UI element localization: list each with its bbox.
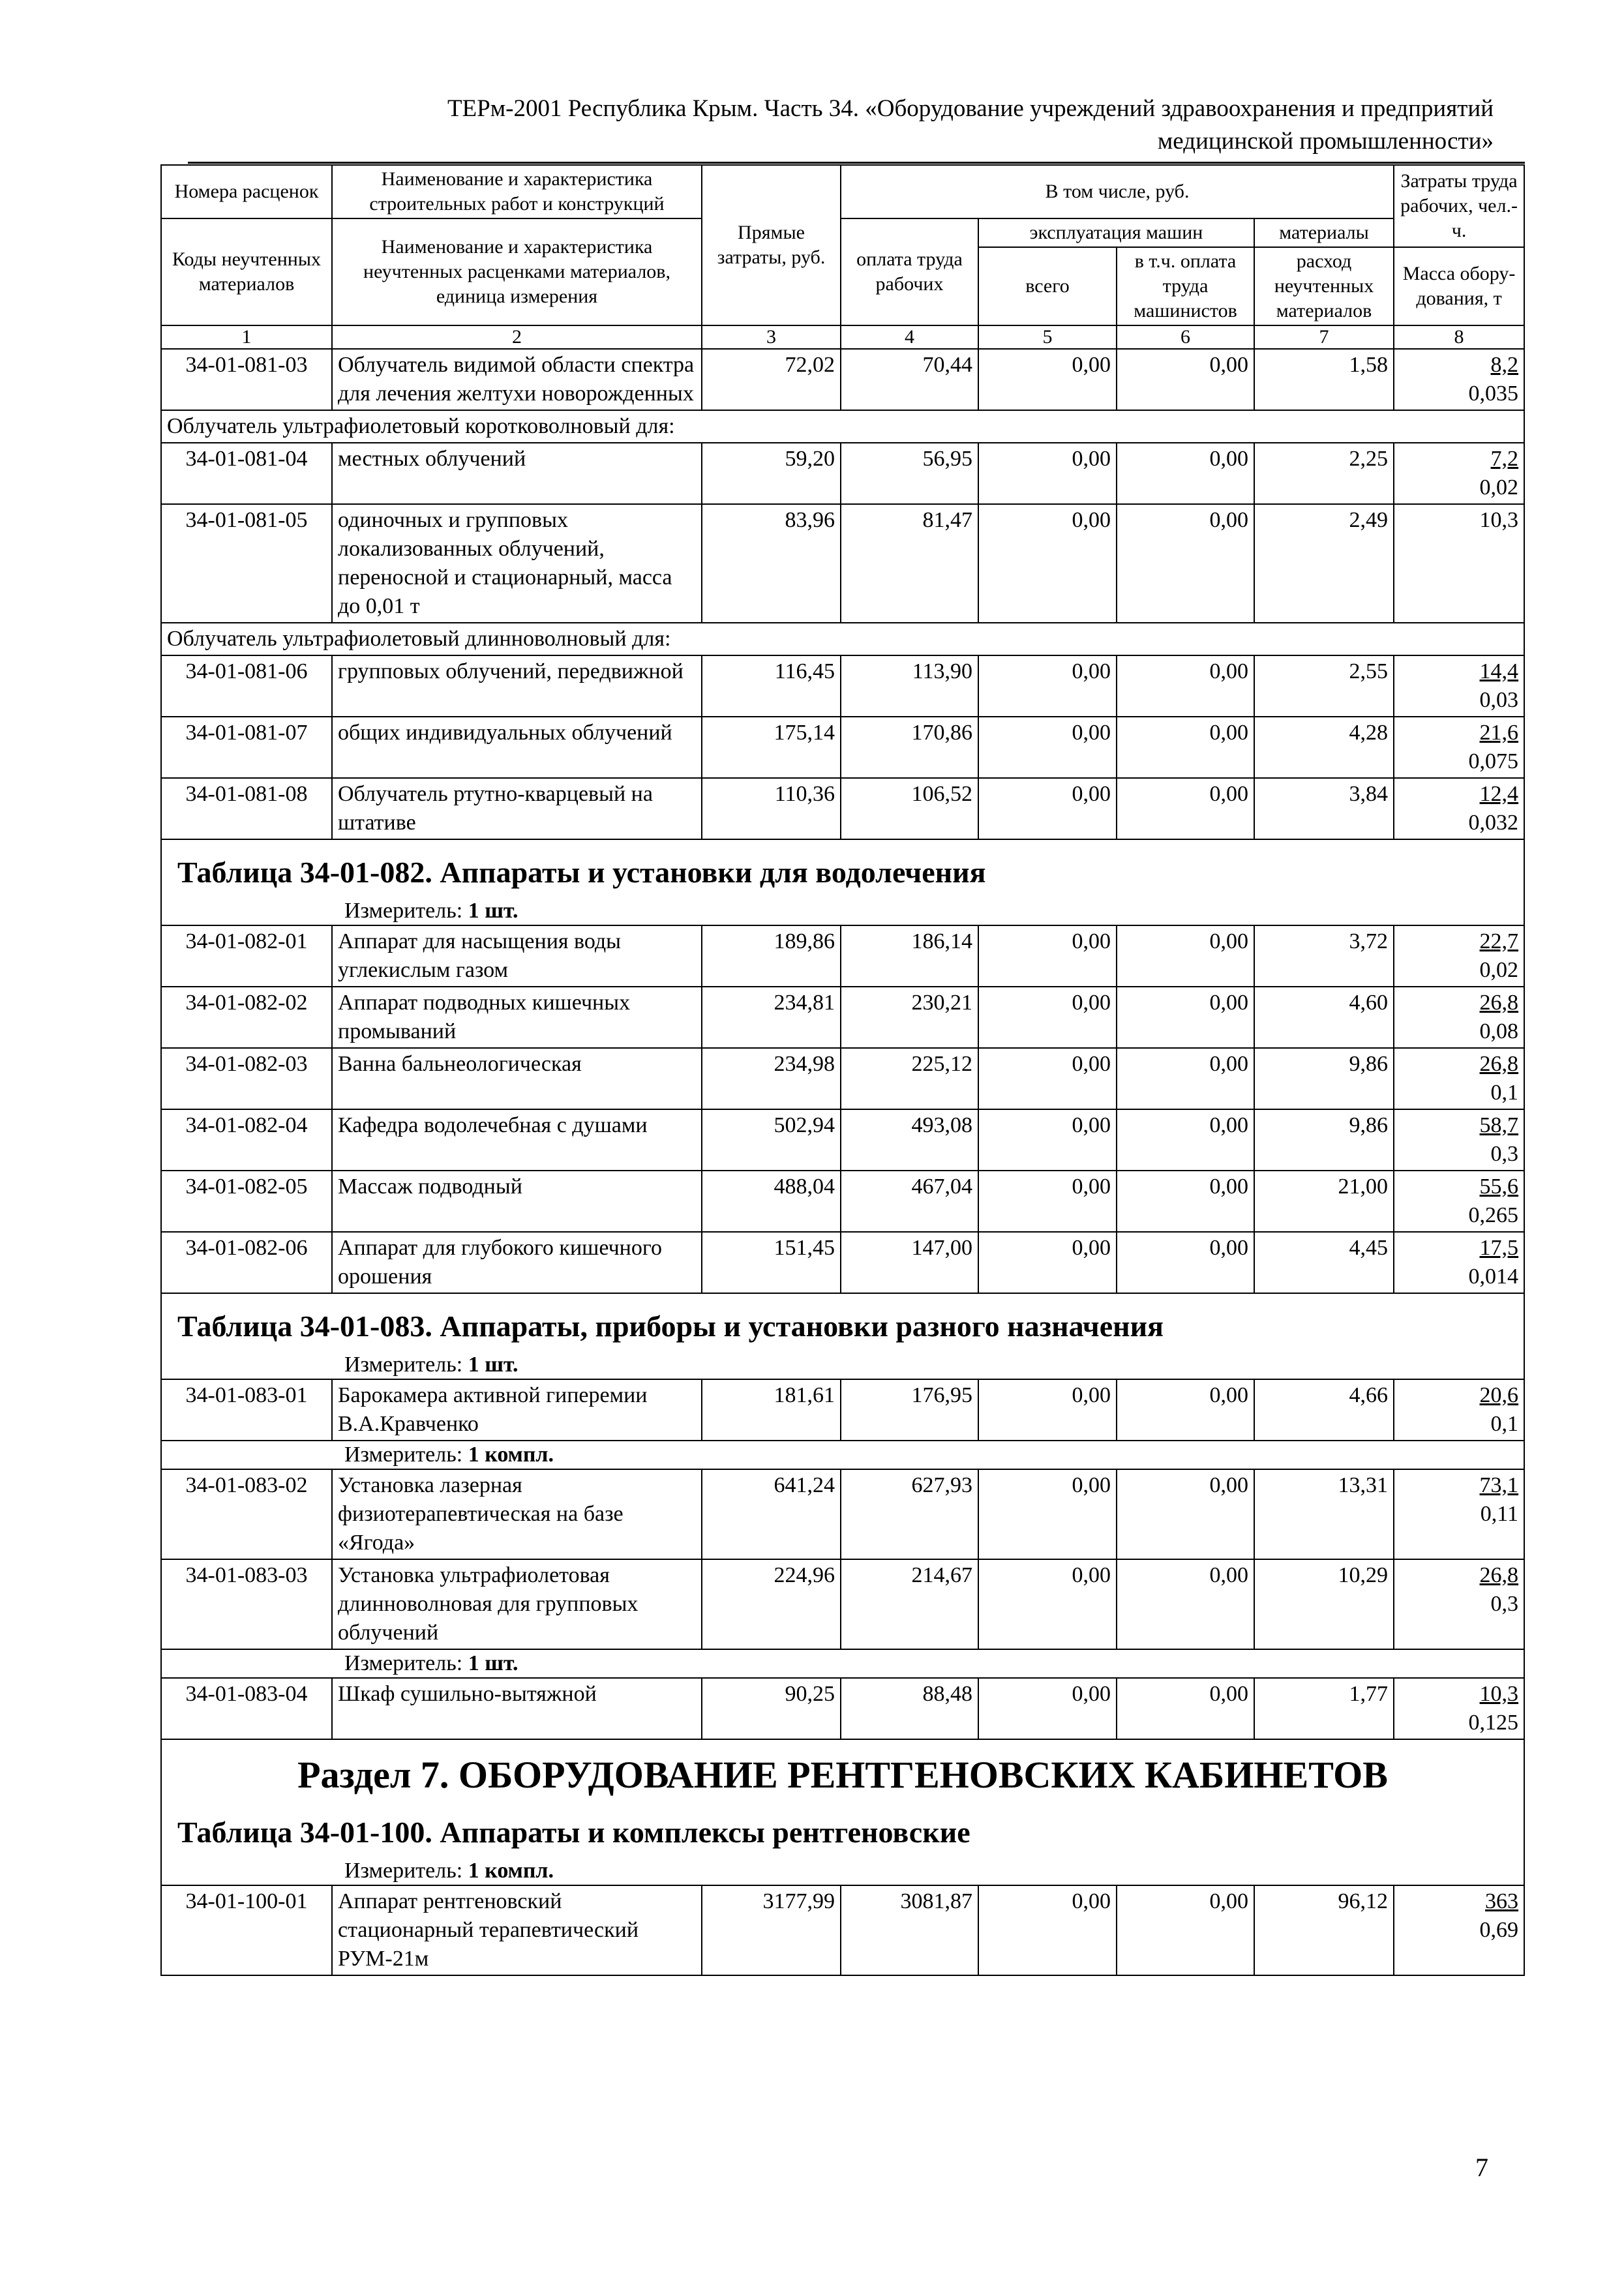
machines-total: 0,00 [978, 1109, 1117, 1171]
operators-pay: 0,00 [1117, 1678, 1254, 1739]
labor-hours: 20,6 [1479, 1383, 1519, 1407]
operators-pay: 0,00 [1117, 1469, 1254, 1559]
table-title: Таблица 34-01-100. Аппараты и комплексы рентгеновские [161, 1809, 1524, 1857]
labor-hours: 12,4 [1479, 782, 1519, 806]
equipment-mass: 0,3 [1490, 1142, 1519, 1166]
section-title: Раздел 7. ОБОРУДОВАНИЕ РЕНТГЕНОВСКИХ КАБИНЕТОВ [161, 1739, 1524, 1809]
machines-total: 0,00 [978, 1171, 1117, 1232]
rate-name: местных облучений [332, 443, 702, 504]
labor-pay: 225,12 [841, 1048, 978, 1109]
equipment-mass: 0,035 [1468, 382, 1519, 406]
machines-header: эксплуатация машин [978, 218, 1254, 247]
labor-pay: 3081,87 [841, 1885, 978, 1975]
col-number: 8 [1394, 325, 1524, 349]
rate-name: одиночных и групповых локализованных облучений, переносной и стационарный, масса до 0,01 т [332, 504, 702, 623]
table-row [161, 1678, 1524, 1739]
direct-cost: 234,81 [702, 987, 841, 1048]
rate-name: Барокамера активной гиперемии В.А.Кравченко [332, 1379, 702, 1441]
labor-hours: 14,4 [1479, 659, 1519, 683]
measure-text [161, 1441, 1524, 1469]
table-row [161, 1048, 1524, 1109]
labor-pay: 627,93 [841, 1469, 978, 1559]
equipment-mass: 0,02 [1479, 958, 1519, 982]
labor-mass [1394, 717, 1524, 778]
running-header-line2: медицинской промышленности» [1157, 128, 1494, 155]
materials-cost: 4,45 [1254, 1232, 1394, 1293]
direct-cost: 116,45 [702, 655, 841, 717]
table-row [161, 1379, 1524, 1441]
col-number: 4 [841, 325, 978, 349]
labor-hours: 8,2 [1490, 353, 1519, 377]
labor-mass [1394, 1678, 1524, 1739]
rate-code: 34-01-081-04 [161, 443, 332, 504]
rates-table [160, 164, 1525, 1976]
table-row [161, 925, 1524, 987]
labor-hours: 73,1 [1479, 1473, 1519, 1497]
equipment-mass: 0,08 [1479, 1019, 1519, 1043]
section-title-row [161, 1739, 1524, 1809]
labor-pay: 106,52 [841, 778, 978, 839]
table-row [161, 1469, 1524, 1559]
direct-cost: 189,86 [702, 925, 841, 987]
labor-mass [1394, 1559, 1524, 1649]
rate-code: 34-01-083-04 [161, 1678, 332, 1739]
direct-cost: 502,94 [702, 1109, 841, 1171]
table-row [161, 349, 1524, 410]
group-title: Облучатель ультрафиолетовый длинноволновый для: [161, 623, 1524, 655]
labor-hours: 22,7 [1479, 929, 1519, 953]
table-row [161, 987, 1524, 1048]
rate-code: 34-01-082-05 [161, 1171, 332, 1232]
labor-pay: 81,47 [841, 504, 978, 623]
col8-header-top: Затраты труда рабочих, чел.-ч. [1394, 165, 1524, 247]
materials-cost: 9,86 [1254, 1109, 1394, 1171]
table-row [161, 655, 1524, 717]
measure-text [161, 1857, 1524, 1885]
labor-mass [1394, 655, 1524, 717]
rate-code: 34-01-082-06 [161, 1232, 332, 1293]
machines-total: 0,00 [978, 1678, 1117, 1739]
rate-name: групповых облучений, передвижной [332, 655, 702, 717]
table-row [161, 1232, 1524, 1293]
operators-pay: 0,00 [1117, 655, 1254, 717]
labor-hours: 26,8 [1479, 1052, 1519, 1076]
materials-cost: 3,84 [1254, 778, 1394, 839]
table-row [161, 443, 1524, 504]
rate-code: 34-01-082-01 [161, 925, 332, 987]
rate-code: 34-01-100-01 [161, 1885, 332, 1975]
materials-cost: 96,12 [1254, 1885, 1394, 1975]
operators-pay: 0,00 [1117, 1885, 1254, 1975]
table-row [161, 1171, 1524, 1232]
running-header-line1: ТЕРм-2001 Республика Крым. Часть 34. «Оборудование учреждений здравоохранения и предприятий [447, 95, 1494, 122]
labor-pay: 230,21 [841, 987, 978, 1048]
group-row [161, 623, 1524, 655]
labor-mass [1394, 1469, 1524, 1559]
labor-pay: 176,95 [841, 1379, 978, 1441]
labor-hours: 21,6 [1479, 721, 1519, 745]
rate-name: общих индивидуальных облучений [332, 717, 702, 778]
rate-code: 34-01-083-02 [161, 1469, 332, 1559]
measure-label: Измеритель: [344, 1651, 463, 1675]
machines-total: 0,00 [978, 778, 1117, 839]
labor-hours: 7,2 [1490, 447, 1519, 471]
labor-mass [1394, 1885, 1524, 1975]
machines-total: 0,00 [978, 504, 1117, 623]
operators-pay: 0,00 [1117, 1048, 1254, 1109]
direct-cost: 3177,99 [702, 1885, 841, 1975]
table-row [161, 504, 1524, 623]
equipment-mass: 0,032 [1468, 811, 1519, 835]
labor-mass [1394, 1109, 1524, 1171]
machines-total: 0,00 [978, 1469, 1117, 1559]
direct-cost: 224,96 [702, 1559, 841, 1649]
rate-name: Установка лазерная физиотерапевтическая на базе «Ягода» [332, 1469, 702, 1559]
measure-label: Измеритель: [344, 899, 463, 923]
labor-mass [1394, 987, 1524, 1048]
rate-code: 34-01-081-03 [161, 349, 332, 410]
equipment-mass: 0,265 [1468, 1203, 1519, 1227]
header-rule [188, 162, 1525, 164]
measure-text [161, 897, 1524, 925]
rate-code: 34-01-081-08 [161, 778, 332, 839]
equipment-mass: 0,014 [1468, 1264, 1519, 1289]
operators-pay: 0,00 [1117, 504, 1254, 623]
equipment-mass: 0,11 [1480, 1502, 1519, 1526]
direct-cost: 110,36 [702, 778, 841, 839]
labor-hours: 26,8 [1479, 1563, 1519, 1587]
direct-cost: 488,04 [702, 1171, 841, 1232]
labor-mass [1394, 1232, 1524, 1293]
col8-header-bottom: Масса обору-дования, т [1394, 247, 1524, 325]
materials-cost: 4,28 [1254, 717, 1394, 778]
rates-table-frame [160, 164, 1524, 2035]
labor-pay: 70,44 [841, 349, 978, 410]
labor-pay: 214,67 [841, 1559, 978, 1649]
labor-pay: 186,14 [841, 925, 978, 987]
rate-code: 34-01-081-05 [161, 504, 332, 623]
direct-cost: 175,14 [702, 717, 841, 778]
labor-mass [1394, 504, 1524, 623]
materials-cost: 9,86 [1254, 1048, 1394, 1109]
measure-row [161, 1351, 1524, 1379]
operators-pay: 0,00 [1117, 1559, 1254, 1649]
labor-mass [1394, 1171, 1524, 1232]
operators-pay: 0,00 [1117, 349, 1254, 410]
rate-name: Установка ультрафиолетовая длинноволновая для групповых облучений [332, 1559, 702, 1649]
labor-mass [1394, 925, 1524, 987]
labor-hours: 58,7 [1479, 1113, 1519, 1137]
rate-name: Кафедра водолечебная с душами [332, 1109, 702, 1171]
machines-total: 0,00 [978, 987, 1117, 1048]
group-row [161, 410, 1524, 443]
rate-code: 34-01-083-03 [161, 1559, 332, 1649]
rate-code: 34-01-081-06 [161, 655, 332, 717]
col7-header: расход неучтенных материалов [1254, 247, 1394, 325]
rate-name: Аппарат рентгеновский стационарный терапевтический РУМ-21м [332, 1885, 702, 1975]
equipment-mass: 0,69 [1479, 1918, 1519, 1942]
direct-cost: 83,96 [702, 504, 841, 623]
measure-unit: 1 компл. [468, 1859, 554, 1883]
operators-pay: 0,00 [1117, 1379, 1254, 1441]
equipment-mass: 0,1 [1490, 1081, 1519, 1105]
col-number: 1 [161, 325, 332, 349]
machines-total: 0,00 [978, 1885, 1117, 1975]
table-title-row [161, 1809, 1524, 1857]
operators-pay: 0,00 [1117, 1171, 1254, 1232]
rate-name: Аппарат для глубокого кишечного орошения [332, 1232, 702, 1293]
measure-unit: 1 шт. [468, 1353, 519, 1377]
materials-cost: 10,29 [1254, 1559, 1394, 1649]
materials-cost: 21,00 [1254, 1171, 1394, 1232]
labor-pay: 88,48 [841, 1678, 978, 1739]
rate-code: 34-01-083-01 [161, 1379, 332, 1441]
equipment-mass: 0,125 [1468, 1711, 1519, 1735]
labor-mass [1394, 1379, 1524, 1441]
rate-code: 34-01-082-04 [161, 1109, 332, 1171]
table-row [161, 1559, 1524, 1649]
measure-unit: 1 шт. [468, 899, 519, 923]
labor-mass [1394, 1048, 1524, 1109]
labor-pay: 56,95 [841, 443, 978, 504]
materials-cost: 4,66 [1254, 1379, 1394, 1441]
rate-name: Облучатель ртутно-кварцевый на штативе [332, 778, 702, 839]
operators-pay: 0,00 [1117, 778, 1254, 839]
materials-cost: 3,72 [1254, 925, 1394, 987]
col-number: 7 [1254, 325, 1394, 349]
table-title: Таблица 34-01-082. Аппараты и установки для водолечения [161, 839, 1524, 897]
labor-hours: 10,3 [1479, 1682, 1519, 1706]
measure-text [161, 1351, 1524, 1379]
measure-row [161, 897, 1524, 925]
table-title-row [161, 1293, 1524, 1351]
measure-unit: 1 компл. [468, 1443, 554, 1467]
materials-cost: 4,60 [1254, 987, 1394, 1048]
rate-code: 34-01-082-02 [161, 987, 332, 1048]
labor-mass [1394, 349, 1524, 410]
direct-cost: 234,98 [702, 1048, 841, 1109]
rate-name: Аппарат подводных кишечных промываний [332, 987, 702, 1048]
col4-header: оплата труда рабочих [841, 218, 978, 325]
measure-row [161, 1649, 1524, 1678]
labor-hours: 363 [1485, 1889, 1519, 1913]
materials-header: материалы [1254, 218, 1394, 247]
table-row [161, 778, 1524, 839]
labor-pay: 113,90 [841, 655, 978, 717]
labor-hours: 26,8 [1479, 991, 1519, 1015]
measure-unit: 1 шт. [468, 1651, 519, 1675]
direct-cost: 90,25 [702, 1678, 841, 1739]
col-number: 5 [978, 325, 1117, 349]
labor-pay: 147,00 [841, 1232, 978, 1293]
group-title: Облучатель ультрафиолетовый коротковолновый для: [161, 410, 1524, 443]
machines-total: 0,00 [978, 1048, 1117, 1109]
col3-header: Прямые затраты, руб. [702, 165, 841, 325]
rate-name: Шкаф сушильно-вытяжной [332, 1678, 702, 1739]
labor-pay: 170,86 [841, 717, 978, 778]
included-header: В том числе, руб. [841, 165, 1394, 218]
rate-code: 34-01-082-03 [161, 1048, 332, 1109]
equipment-mass: 0,1 [1490, 1412, 1519, 1436]
rate-code: 34-01-081-07 [161, 717, 332, 778]
rate-name: Аппарат для насыщения воды углекислым газом [332, 925, 702, 987]
labor-hours: 17,5 [1479, 1236, 1519, 1260]
operators-pay: 0,00 [1117, 717, 1254, 778]
materials-cost: 13,31 [1254, 1469, 1394, 1559]
equipment-mass: 0,3 [1490, 1592, 1519, 1616]
table-row [161, 1109, 1524, 1171]
materials-cost: 2,55 [1254, 655, 1394, 717]
page-number: 7 [1475, 2153, 1488, 2182]
col-number: 6 [1117, 325, 1254, 349]
rate-name: Массаж подводный [332, 1171, 702, 1232]
table-row [161, 717, 1524, 778]
equipment-mass: 0,03 [1479, 688, 1519, 712]
table-row [161, 1885, 1524, 1975]
running-header [163, 93, 1494, 158]
materials-cost: 1,58 [1254, 349, 1394, 410]
materials-cost: 2,49 [1254, 504, 1394, 623]
col1-header-top: Номера расценок [161, 165, 332, 218]
machines-total: 0,00 [978, 925, 1117, 987]
measure-row [161, 1857, 1524, 1885]
direct-cost: 181,61 [702, 1379, 841, 1441]
measure-row [161, 1441, 1524, 1469]
measure-label: Измеритель: [344, 1443, 463, 1467]
machines-total: 0,00 [978, 349, 1117, 410]
col6-header: в т.ч. оплата труда машинистов [1117, 247, 1254, 325]
col2-header-top: Наименование и характеристика строительных работ и конструкций [332, 165, 702, 218]
materials-cost: 1,77 [1254, 1678, 1394, 1739]
labor-pay: 467,04 [841, 1171, 978, 1232]
col2-header-bottom: Наименование и характеристика неучтенных расценками материалов, единица измерения [332, 218, 702, 325]
rate-name: Ванна бальнеологическая [332, 1048, 702, 1109]
machines-total: 0,00 [978, 1559, 1117, 1649]
machines-total: 0,00 [978, 443, 1117, 504]
direct-cost: 59,20 [702, 443, 841, 504]
direct-cost: 72,02 [702, 349, 841, 410]
operators-pay: 0,00 [1117, 443, 1254, 504]
materials-cost: 2,25 [1254, 443, 1394, 504]
table-title: Таблица 34-01-083. Аппараты, приборы и установки разного назначения [161, 1293, 1524, 1351]
col-number: 3 [702, 325, 841, 349]
direct-cost: 641,24 [702, 1469, 841, 1559]
table-title-row [161, 839, 1524, 897]
labor-pay: 493,08 [841, 1109, 978, 1171]
measure-text [161, 1649, 1524, 1678]
direct-cost: 151,45 [702, 1232, 841, 1293]
machines-total: 0,00 [978, 1379, 1117, 1441]
operators-pay: 0,00 [1117, 1109, 1254, 1171]
operators-pay: 0,00 [1117, 925, 1254, 987]
col5-header: всего [978, 247, 1117, 325]
measure-label: Измеритель: [344, 1353, 463, 1377]
measure-label: Измеритель: [344, 1859, 463, 1883]
machines-total: 0,00 [978, 655, 1117, 717]
labor-mass [1394, 443, 1524, 504]
labor-mass [1394, 778, 1524, 839]
machines-total: 0,00 [978, 1232, 1117, 1293]
rate-name: Облучатель видимой области спектра для лечения желтухи новорожденных [332, 349, 702, 410]
operators-pay: 0,00 [1117, 1232, 1254, 1293]
equipment-mass: 0,075 [1468, 749, 1519, 773]
equipment-mass: 0,02 [1479, 475, 1519, 500]
machines-total: 0,00 [978, 717, 1117, 778]
col-number: 2 [332, 325, 702, 349]
operators-pay: 0,00 [1117, 987, 1254, 1048]
col1-header-bottom: Коды неучтенных материалов [161, 218, 332, 325]
labor-hours: 55,6 [1479, 1174, 1519, 1199]
labor-hours: 10,3 [1479, 508, 1519, 532]
